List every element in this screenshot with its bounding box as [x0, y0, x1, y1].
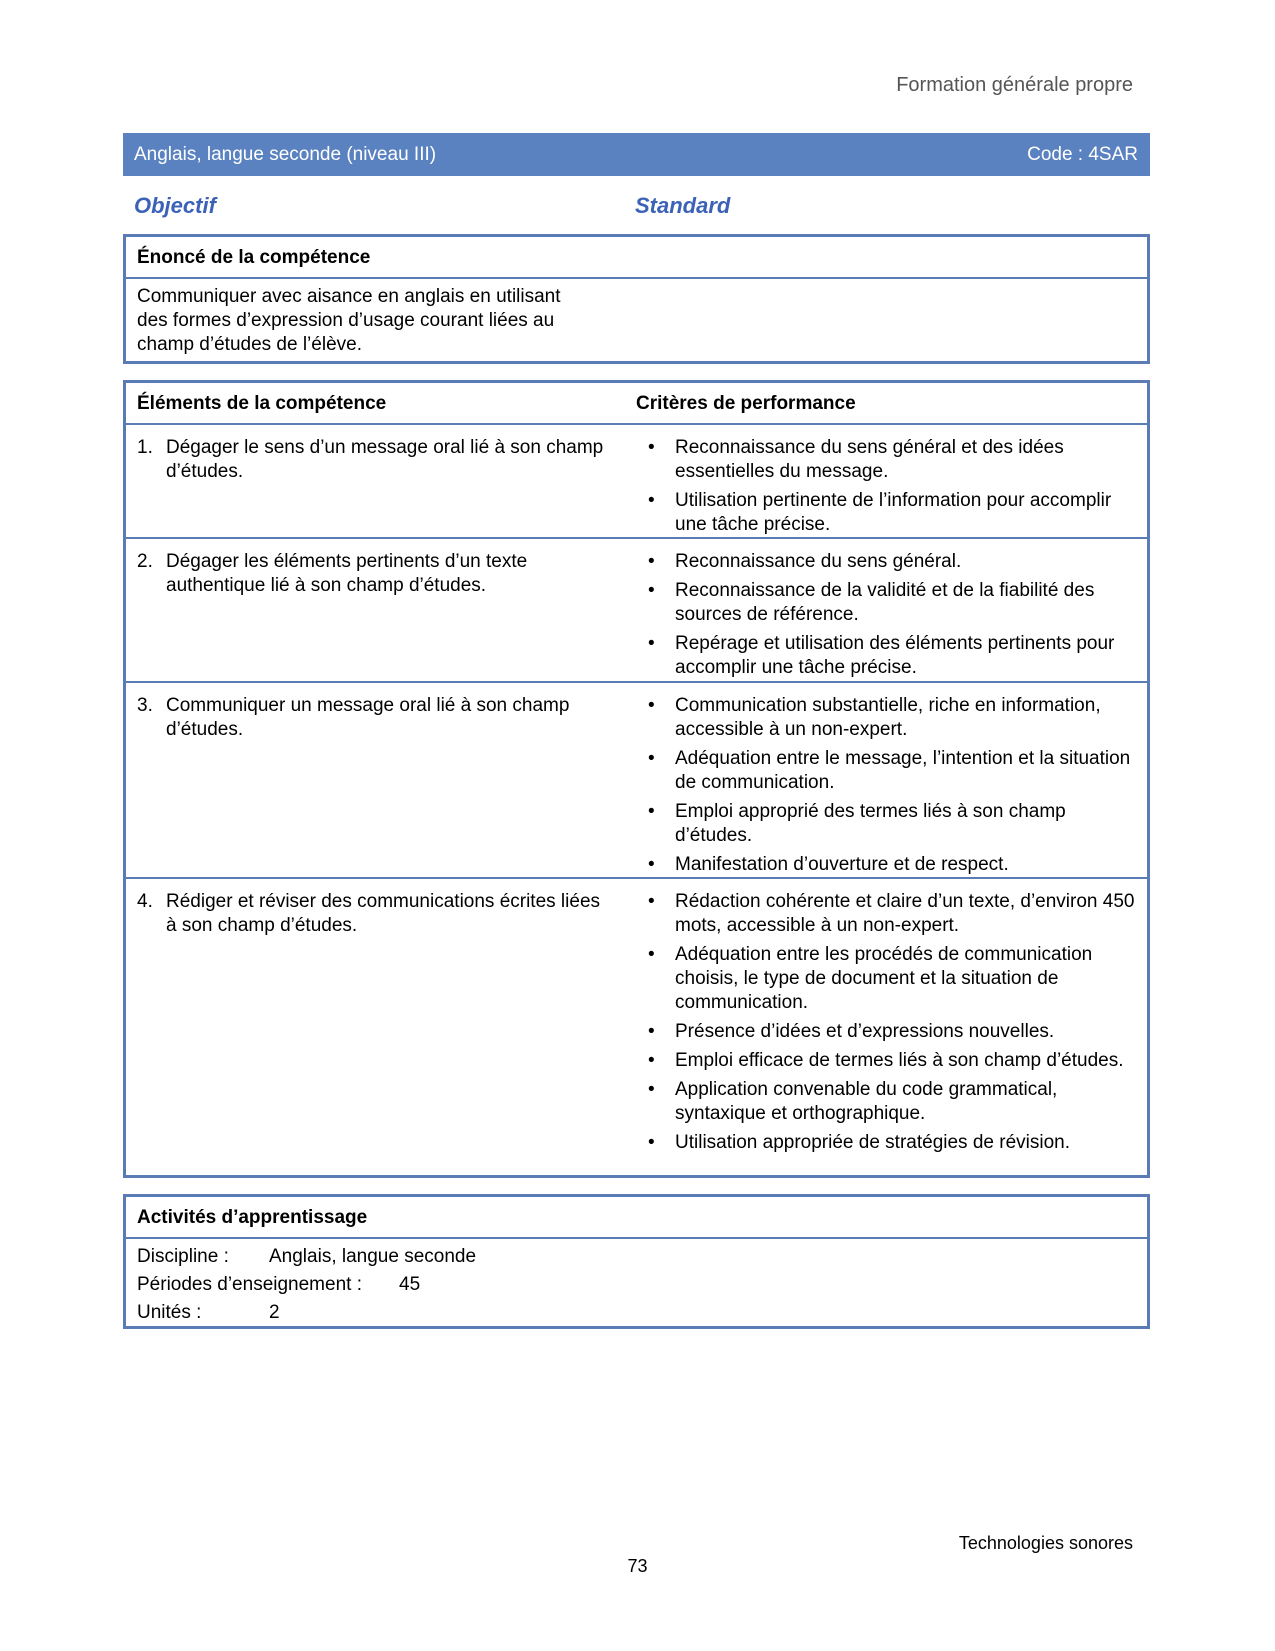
- criteria-list-2: [646, 550, 1136, 685]
- criterion-item: • Emploi approprié des termes liés à son champ d’études.: [646, 800, 1136, 848]
- element-3: [137, 694, 607, 742]
- criteria-list-3: [646, 694, 1136, 882]
- criteria-list-1: [646, 436, 1136, 542]
- statement-box: [123, 234, 1150, 364]
- element-number: 1.: [137, 437, 153, 458]
- criterion-item: • Reconnaissance du sens général et des idées essentielles du message.: [646, 436, 1136, 484]
- course-title: Anglais, langue seconde (niveau III): [134, 143, 437, 165]
- element-text: Dégager les éléments pertinents d’un texte authentique lié à son champ d’études.: [166, 551, 528, 596]
- objective-standard-row: [134, 193, 1134, 223]
- element-1: [137, 436, 607, 484]
- course-title-bar: [123, 133, 1150, 176]
- element-number: 3.: [137, 695, 153, 716]
- criterion-item: • Application convenable du code grammatical, syntaxique et orthographique.: [646, 1078, 1136, 1126]
- criterion-item: • Adéquation entre le message, l’intention et la situation de communication.: [646, 747, 1136, 795]
- competence-row-1: [126, 425, 1147, 539]
- element-text: Dégager le sens d’un message oral lié à son champ d’études.: [166, 437, 604, 482]
- col-criteria-header: Critères de performance: [636, 393, 856, 414]
- criterion-item: • Présence d’idées et d’expressions nouvelles.: [646, 1020, 1136, 1044]
- objectif-label: Objectif: [134, 193, 216, 218]
- statement-line: Communiquer avec aisance en anglais en utilisant: [137, 286, 561, 307]
- competence-row-2: [126, 539, 1147, 683]
- col-elements-header: Éléments de la compétence: [137, 393, 387, 414]
- units-line: [137, 1301, 280, 1325]
- periods-value: 45: [399, 1274, 421, 1295]
- criteria-list-4: [646, 890, 1136, 1160]
- statement-heading-text: Énoncé de la compétence: [137, 247, 371, 268]
- competence-row-3: [126, 683, 1147, 879]
- statement-line: des formes d’expression d’usage courant liées au: [137, 310, 555, 331]
- element-number: 2.: [137, 551, 153, 572]
- course-code: Code : 4SAR: [1027, 143, 1138, 165]
- element-text: Rédiger et réviser des communications écrites liées à son champ d’études.: [166, 891, 601, 936]
- statement-line: champ d’études de l’élève.: [137, 334, 362, 355]
- element-2: [137, 550, 607, 598]
- units-value: 2: [269, 1302, 280, 1323]
- criterion-item: • Rédaction cohérente et claire d’un texte, d’environ 450 mots, accessible à un non-expert.: [646, 890, 1136, 938]
- activities-heading-text: Activités d’apprentissage: [137, 1207, 368, 1228]
- statement-heading: [126, 237, 1147, 279]
- criterion-item: • Utilisation appropriée de stratégies de révision.: [646, 1131, 1136, 1155]
- criterion-item: • Adéquation entre les procédés de communication choisis, le type de document et la situation de communication.: [646, 943, 1136, 1015]
- criterion-item: • Utilisation pertinente de l’information pour accomplir une tâche précise.: [646, 489, 1136, 537]
- discipline-label: Discipline :: [137, 1246, 229, 1267]
- running-header: Formation générale propre: [896, 74, 1133, 96]
- criterion-item: • Manifestation d’ouverture et de respect.: [646, 853, 1136, 877]
- standard-label: Standard: [635, 193, 731, 218]
- criterion-item: • Repérage et utilisation des éléments pertinents pour accomplir une tâche précise.: [646, 632, 1136, 680]
- units-label: Unités :: [137, 1302, 202, 1323]
- statement-text: [137, 285, 607, 357]
- periods-line: [137, 1273, 420, 1297]
- footer-program: Technologies sonores: [958, 1533, 1133, 1553]
- criterion-item: • Communication substantielle, riche en information, accessible à un non-expert.: [646, 694, 1136, 742]
- competence-table-header: [126, 383, 1147, 425]
- activities-heading: [126, 1197, 1147, 1239]
- element-text: Communiquer un message oral lié à son champ d’études.: [166, 695, 570, 740]
- element-4: [137, 890, 607, 938]
- discipline-value: Anglais, langue seconde: [269, 1246, 477, 1267]
- discipline-line: [137, 1245, 476, 1269]
- competence-row-4: [126, 879, 1147, 1175]
- criterion-item: • Reconnaissance de la validité et de la fiabilité des sources de référence.: [646, 579, 1136, 627]
- page-number: 73: [627, 1556, 648, 1576]
- competence-table: [123, 380, 1150, 1178]
- criterion-item: • Emploi efficace de termes liés à son champ d’études.: [646, 1049, 1136, 1073]
- activities-box: [123, 1194, 1150, 1329]
- periods-label: Périodes d’enseignement :: [137, 1274, 362, 1295]
- element-number: 4.: [137, 891, 153, 912]
- criterion-item: • Reconnaissance du sens général.: [646, 550, 1136, 574]
